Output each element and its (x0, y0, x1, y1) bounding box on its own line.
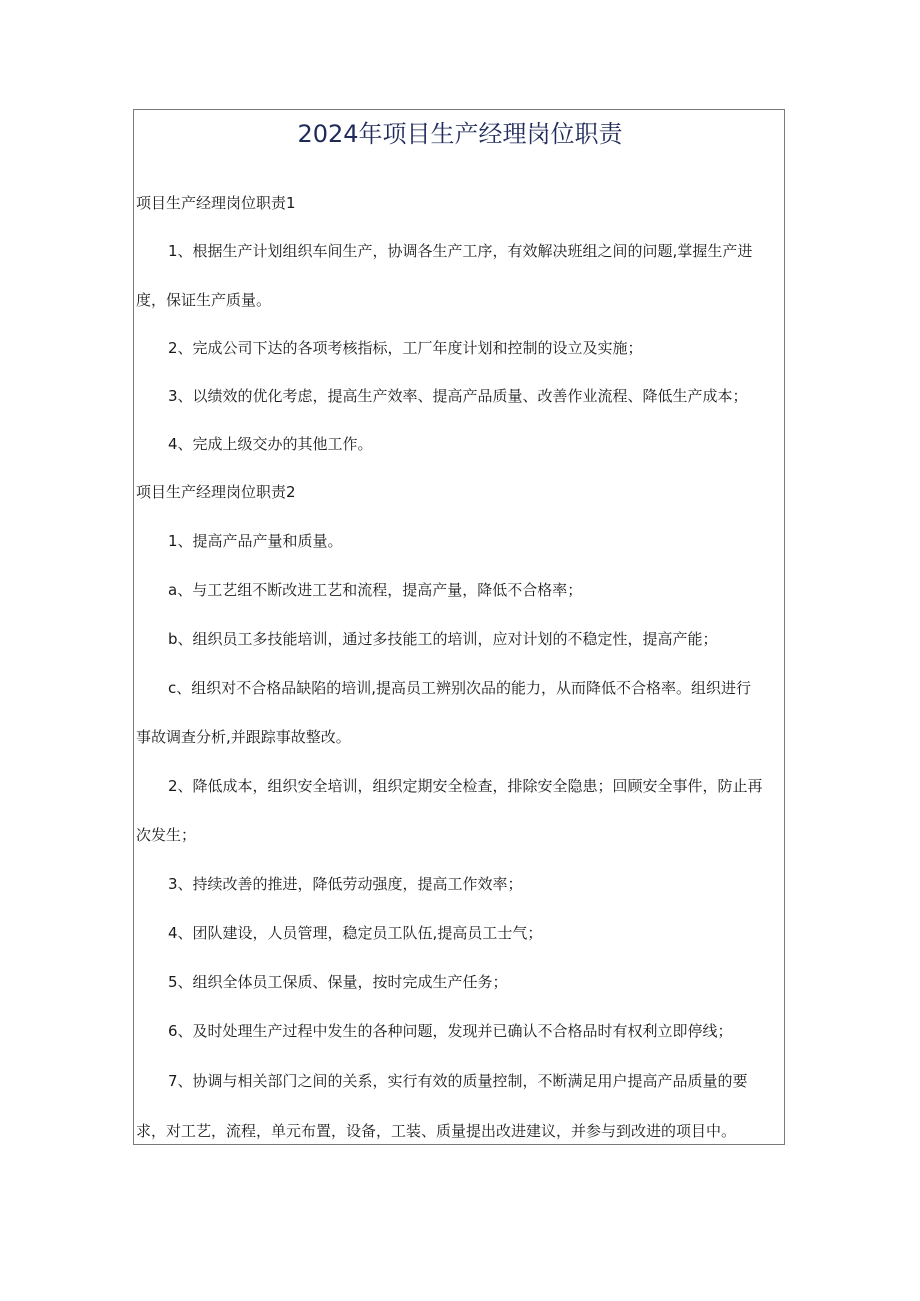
paragraph: b、组织员工多技能培训，通过多技能工的培训，应对计划的不稳定性，提高产能； (168, 630, 718, 648)
paragraph: 1、根据生产计划组织车间生产，协调各生产工序，有效解决班组之间的问题,掌握生产进 (168, 242, 753, 260)
paragraph: c、组织对不合格品缺陷的培训,提高员工辨别次品的能力，从而降低不合格率。组织进行 (168, 679, 752, 697)
paragraph-continuation: 度，保证生产质量。 (136, 291, 272, 309)
paragraph: 2、完成公司下达的各项考核指标，工厂年度计划和控制的设立及实施； (168, 339, 643, 357)
paragraph: 3、持续改善的推进，降低劳动强度，提高工作效率； (168, 875, 523, 893)
paragraph: 7、协调与相关部门之间的关系，实行有效的质量控制，不断满足用户提高产品质量的要 (168, 1072, 748, 1090)
paragraph-continuation: 求，对工艺，流程，单元布置，设备，工装、质量提出改进建议，并参与到改进的项目中。 (136, 1122, 737, 1140)
paragraph-continuation: 事故调查分析,并跟踪事故整改。 (136, 728, 351, 746)
paragraph: 5、组织全体员工保质、保量，按时完成生产任务； (168, 973, 508, 991)
section-heading-1: 项目生产经理岗位职责1 (136, 194, 296, 212)
paragraph: a、与工艺组不断改进工艺和流程，提高产量，降低不合格率； (168, 581, 583, 599)
paragraph: 1、提高产品产量和质量。 (168, 532, 343, 550)
document-title: 2024年项目生产经理岗位职责 (297, 120, 623, 148)
paragraph-continuation: 次发生； (136, 826, 197, 844)
section-heading-2: 项目生产经理岗位职责2 (136, 483, 296, 501)
paragraph: 6、及时处理生产过程中发生的各种问题，发现并已确认不合格品时有权利立即停线； (168, 1022, 733, 1040)
paragraph: 4、团队建设，人员管理，稳定员工队伍,提高员工士气； (168, 924, 543, 942)
paragraph: 4、完成上级交办的其他工作。 (168, 435, 373, 453)
paragraph: 3、以绩效的优化考虑，提高生产效率、提高产品质量、改善作业流程、降低生产成本； (168, 387, 748, 405)
paragraph: 2、降低成本，组织安全培训，组织定期安全检查，排除安全隐患；回顾安全事件，防止再 (168, 777, 763, 795)
